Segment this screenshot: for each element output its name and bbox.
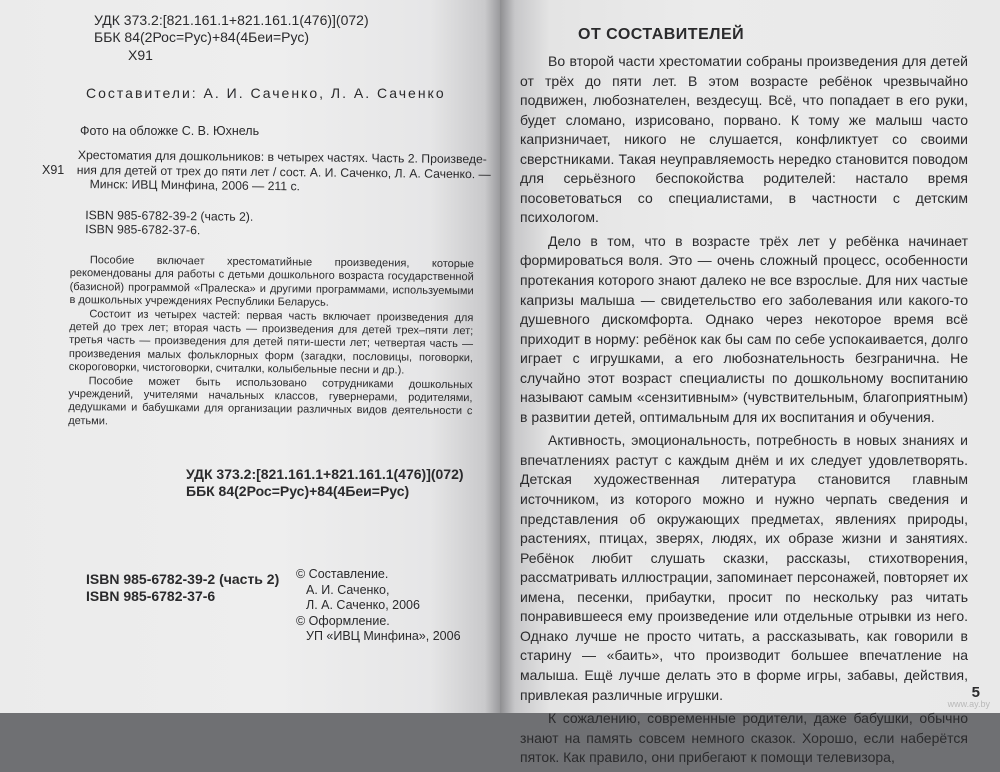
bbk-top: ББК 84(2Рос=Рус)+84(4Беи=Рус) [94,29,309,45]
copyright-line: УП «ИВЦ Минфина», 2006 [306,629,461,643]
isbn-bottom-1: ISBN 985-6782-39-2 (часть 2) [86,571,280,587]
page-number: 5 [971,684,980,701]
bib-line: ния для детей от трех до пяти лет / сост. А. И. Саченко, Л. А. Саченко. — [76,162,491,181]
cover-photo-credit: Фото на обложке С. В. Юхнель [80,124,260,138]
compilers-line: Составители: А. И. Саченко, Л. А. Саченко [86,85,446,101]
copyright-line: © Составление. [296,567,389,581]
body-paragraph: Активность, эмоциональность, потребность в новых знаниях и впечатлениях растут с каждым днём и их следует удовлетворять. Детская художественная литература становится главным источником, из которого можно и нужно черпать сведения и представления об окружающих предметах, явлениях природы, растениях, птицах, зверях, людях, их образе жизни и занятиях. Ребёнок любит слушать сказки, рассказы, стихотворения, рассматривать иллюстрации, запоминает персонажей, повторяет их имена, песенки, прибаутки, просит по нескольку раз читать понравившееся ему произведение или отдельные отрывки из него. Однако лучше не просто читать, а рассказывать, как говорили в старину — «баить», что производит большее впечатление на малыша. Ещё лучше делать это в форме игры, забавы, действия, привлекая различные игрушки. [520,432,968,703]
classification-code-left: Х91 [42,163,65,177]
copyright-line: Л. А. Саченко, 2006 [306,598,420,612]
left-page [0,0,500,713]
udk-bottom: УДК 373.2:[821.161.1+821.161.1(476)](072) [186,466,464,482]
annotation-paragraph: Пособие включает хрестоматийные произведения, которые рекомендованы для работы с детьми дошкольного возраста государственной (базисной) программой «Пралеска» и другими программами, используемыми в дошкольных учреждениях Республики Беларусь. [69,254,474,309]
body-text [520,52,968,772]
body-paragraph: К сожалению, современные родители, даже бабушки, обычно знают на память совсем немного сказок. Хорошо, если наберётся пяток. Как правило, они прибегают к помощи телевизора, [520,710,968,766]
copyright-line: А. И. Саченко, [306,582,390,597]
isbn-line: ISBN 985-6782-37-6. [85,222,201,238]
body-paragraph: Дело в том, что в возрасте трёх лет у ребёнка начинает формироваться воля. Это — очень сложный процесс, особенности протекания которого знают далеко не все взрослые. Для них частые капризы малыша — свидетельство его заболевания или какого-то душевного дискомфорта. Однако через некоторое время всё приходит в норму: ребёнок как бы сам по себе успокаивается, долго играет с игрушками, а его любознательность безгранична. Не случайно этот возраст специалисты по дошкольному воспитанию называют самым «сензитивным» (чувствительным, благоприятным) в развитии детей, оптимальным для их воспитания и обучения. [520,232,968,425]
udk-top: УДК 373.2:[821.161.1+821.161.1(476)](072) [94,12,369,28]
bib-line: Хрестоматия для дошкольников: в четырех частях. Часть 2. Произведе- [77,148,487,167]
watermark: www.ay.by [947,699,990,709]
annotation-block [68,254,474,433]
annotation-paragraph: Состоит из четырех частей: первая часть включает произведения для детей до трех лет; вторая часть — произведения для детей трех–пяти лет; третья часть — произведения для детей пяти-шести лет; четвертая часть — произведения малых фольклорных форм (загадки, пословицы, поговорки, скороговорки, чистоговорки, считалки, колыбельные песни и др.). [68,307,474,377]
isbn-bottom-2: ISBN 985-6782-37-6 [86,588,216,604]
bibliographic-record [77,148,491,241]
section-title: ОТ СОСТАВИТЕЛЕЙ [578,26,745,43]
annotation-paragraph: Пособие может быть использовано сотрудниками дошкольных учреждений, учителями начальных классов, гувернерами, родителями, дедушками и бабушками для организации различных видов деятельности с детьми. [68,374,473,428]
copyright-line: © Оформление. [296,613,390,628]
isbn-line: ISBN 985-6782-39-2 (часть 2). [85,207,254,224]
body-paragraph: Во второй части хрестоматии собраны произведения для детей от трёх до пяти лет. В этом возрасте ребёнок чрезвычайно подвижен, любознателен, вездесущ. Всё, что попадает в его руки, будет сломано, изрисовано, порвано. К тому же малыш часто капризничает, никого не слушается, конфликтует со своими сверстниками. Такая неуправляемость нередко становится поводом для серьёзного беспокойства родителей: настало время посоветоваться со специалистами, в частности с детским психологом. [520,53,968,226]
bbk-bottom: ББК 84(2Рос=Рус)+84(4Беи=Рус) [186,483,410,499]
right-page [500,0,1000,766]
copyright-block [296,567,461,645]
classification-code-top: Х91 [128,47,153,63]
bib-line: Минск: ИВЦ Минфина, 2006 — 211 с. [89,177,301,194]
